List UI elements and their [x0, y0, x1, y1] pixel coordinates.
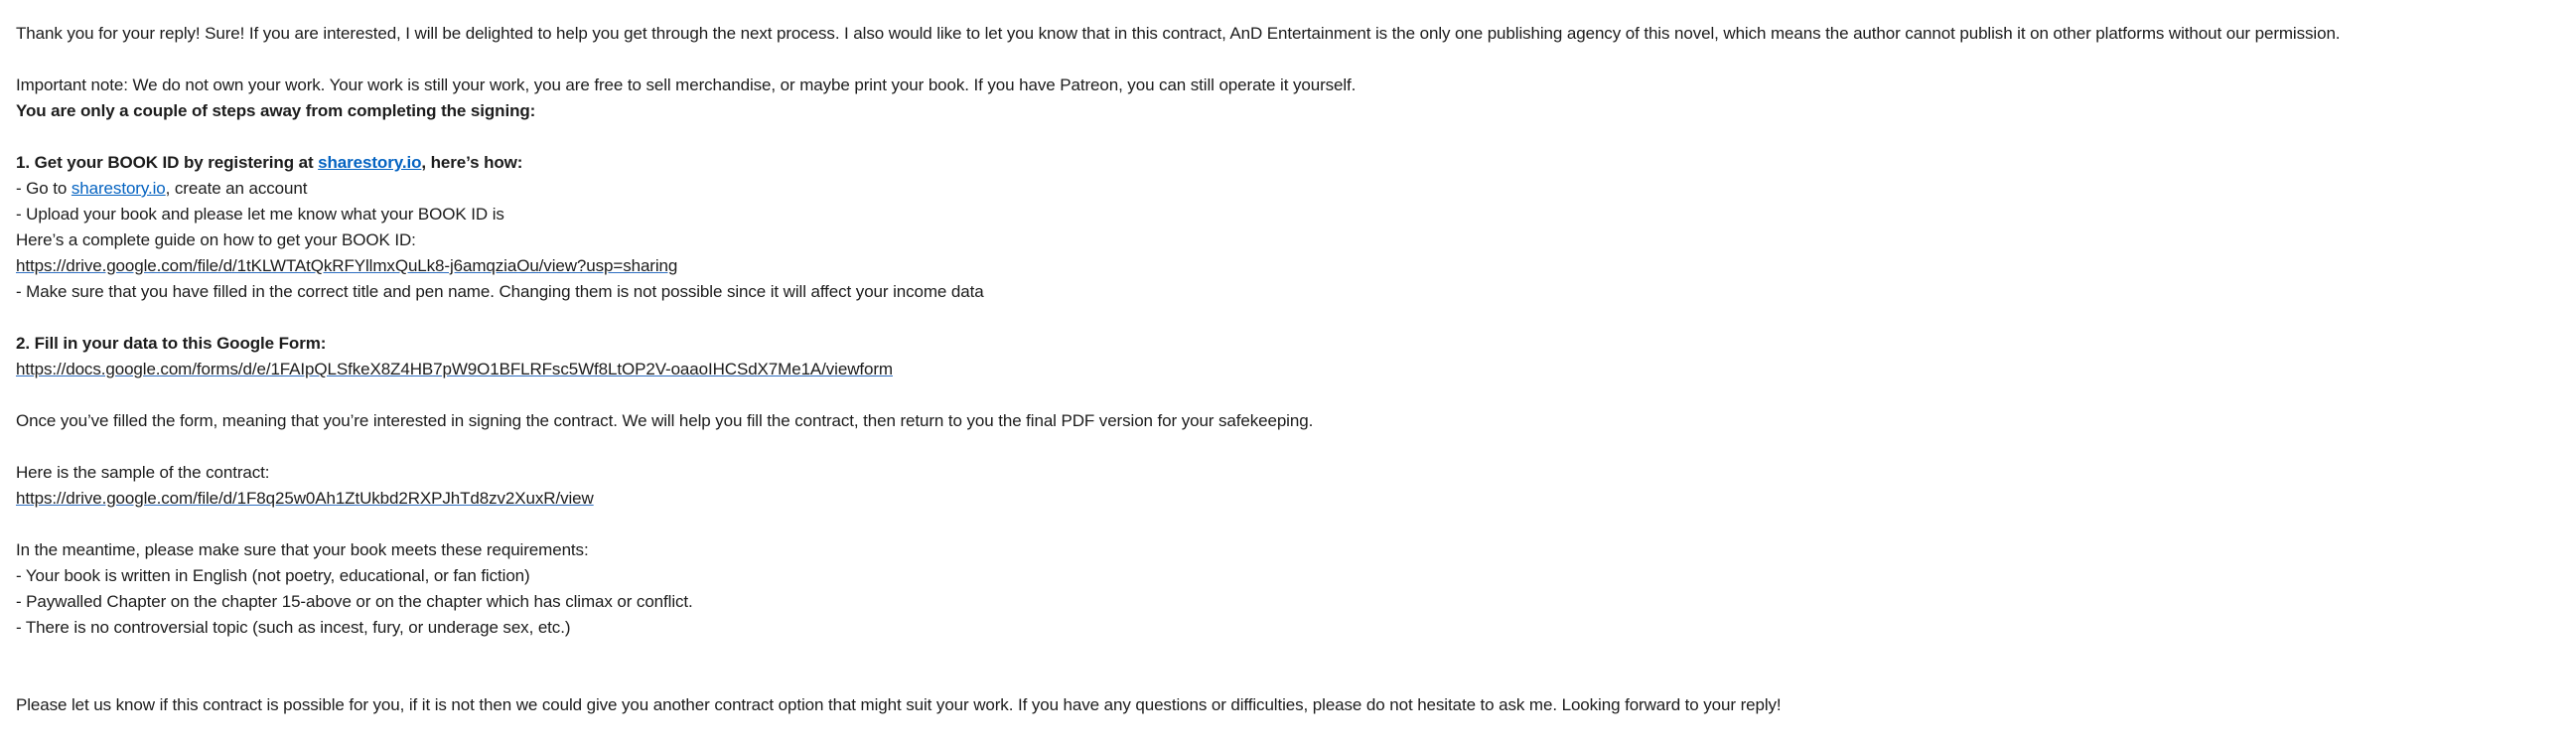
contract-sample-link[interactable]: https://drive.google.com/file/d/1F8q25w0Ah1ZtUkbd2RXPJhTd8zv2XuxR/view — [16, 489, 594, 508]
text-segment: Please let us know if this contract is possible for you, if it is not then we could give you another contract option that might suit your work. If you have any questions or difficulties, please do not hesitate to ask me. Looking forward to your reply! — [16, 695, 1782, 714]
text-segment: In the meantime, please make sure that your book meets these requirements: — [16, 540, 589, 559]
text-segment: - There is no controversial topic (such as incest, fury, or underage sex, etc.) — [16, 618, 571, 637]
text-line — [16, 331, 2562, 357]
blank-line — [16, 382, 2562, 408]
text-segment: 2. Fill in your data to this Google Form: — [16, 334, 327, 353]
text-line — [16, 21, 2562, 47]
blank-line — [16, 641, 2562, 667]
text-segment: Thank you for your reply! Sure! If you are interested, I will be delighted to help you get through the next process. I also would like to let you know that in this contract, AnD Entertainment is the only one publishing agency of this novel, which means the author cannot publish it on other platforms without our permission. — [16, 24, 2341, 43]
blank-line — [16, 667, 2562, 692]
text-line — [16, 73, 2562, 98]
text-segment: Important note: We do not own your work. Your work is still your work, you are free to sell merchandise, or maybe print your book. If you have Patreon, you can still operate it yourself. — [16, 75, 1357, 94]
text-line — [16, 253, 2562, 279]
text-segment: , create an account — [165, 179, 308, 198]
text-line — [16, 176, 2562, 202]
google-form-link[interactable]: https://docs.google.com/forms/d/e/1FAIpQLSfkeX8Z4HB7pW9O1BFLRFsc5Wf8LtOP2V-oaaoIHCSdX7Me1A/viewform — [16, 360, 893, 378]
blank-line — [16, 124, 2562, 150]
text-line — [16, 150, 2562, 176]
blank-line — [16, 47, 2562, 73]
text-line — [16, 202, 2562, 227]
text-line — [16, 692, 2562, 718]
text-segment: Here is the sample of the contract: — [16, 463, 270, 482]
text-line — [16, 589, 2562, 615]
text-line — [16, 563, 2562, 589]
text-segment: - Your book is written in English (not poetry, educational, or fan fiction) — [16, 566, 530, 585]
blank-line — [16, 305, 2562, 331]
text-segment: You are only a couple of steps away from completing the signing: — [16, 101, 536, 120]
text-segment: - Go to — [16, 179, 72, 198]
text-line — [16, 460, 2562, 486]
text-segment: - Paywalled Chapter on the chapter 15-above or on the chapter which has climax or conflict. — [16, 592, 693, 611]
text-line — [16, 486, 2562, 512]
text-segment: - Upload your book and please let me know what your BOOK ID is — [16, 205, 504, 224]
text-line — [16, 98, 2562, 124]
blank-line — [16, 512, 2562, 537]
text-line — [16, 537, 2562, 563]
text-segment: Once you’ve filled the form, meaning that you’re interested in signing the contract. We will help you fill the contract, then return to you the final PDF version for your safekeeping. — [16, 411, 1314, 430]
text-segment: - Make sure that you have filled in the correct title and pen name. Changing them is not possible since it will affect your income data — [16, 282, 984, 301]
text-line — [16, 227, 2562, 253]
blank-line — [16, 434, 2562, 460]
sharestory-link[interactable]: sharestory.io — [318, 153, 422, 172]
text-line — [16, 408, 2562, 434]
text-line — [16, 615, 2562, 641]
book-id-guide-link[interactable]: https://drive.google.com/file/d/1tKLWTAtQkRFYllmxQuLk8-j6amqziaOu/view?usp=sharing — [16, 256, 678, 275]
text-segment: Here’s a complete guide on how to get your BOOK ID: — [16, 230, 416, 249]
text-segment: , here’s how: — [421, 153, 523, 172]
sharestory-link[interactable]: sharestory.io — [71, 179, 166, 198]
text-segment: 1. Get your BOOK ID by registering at — [16, 153, 319, 172]
text-line — [16, 279, 2562, 305]
text-line — [16, 357, 2562, 382]
